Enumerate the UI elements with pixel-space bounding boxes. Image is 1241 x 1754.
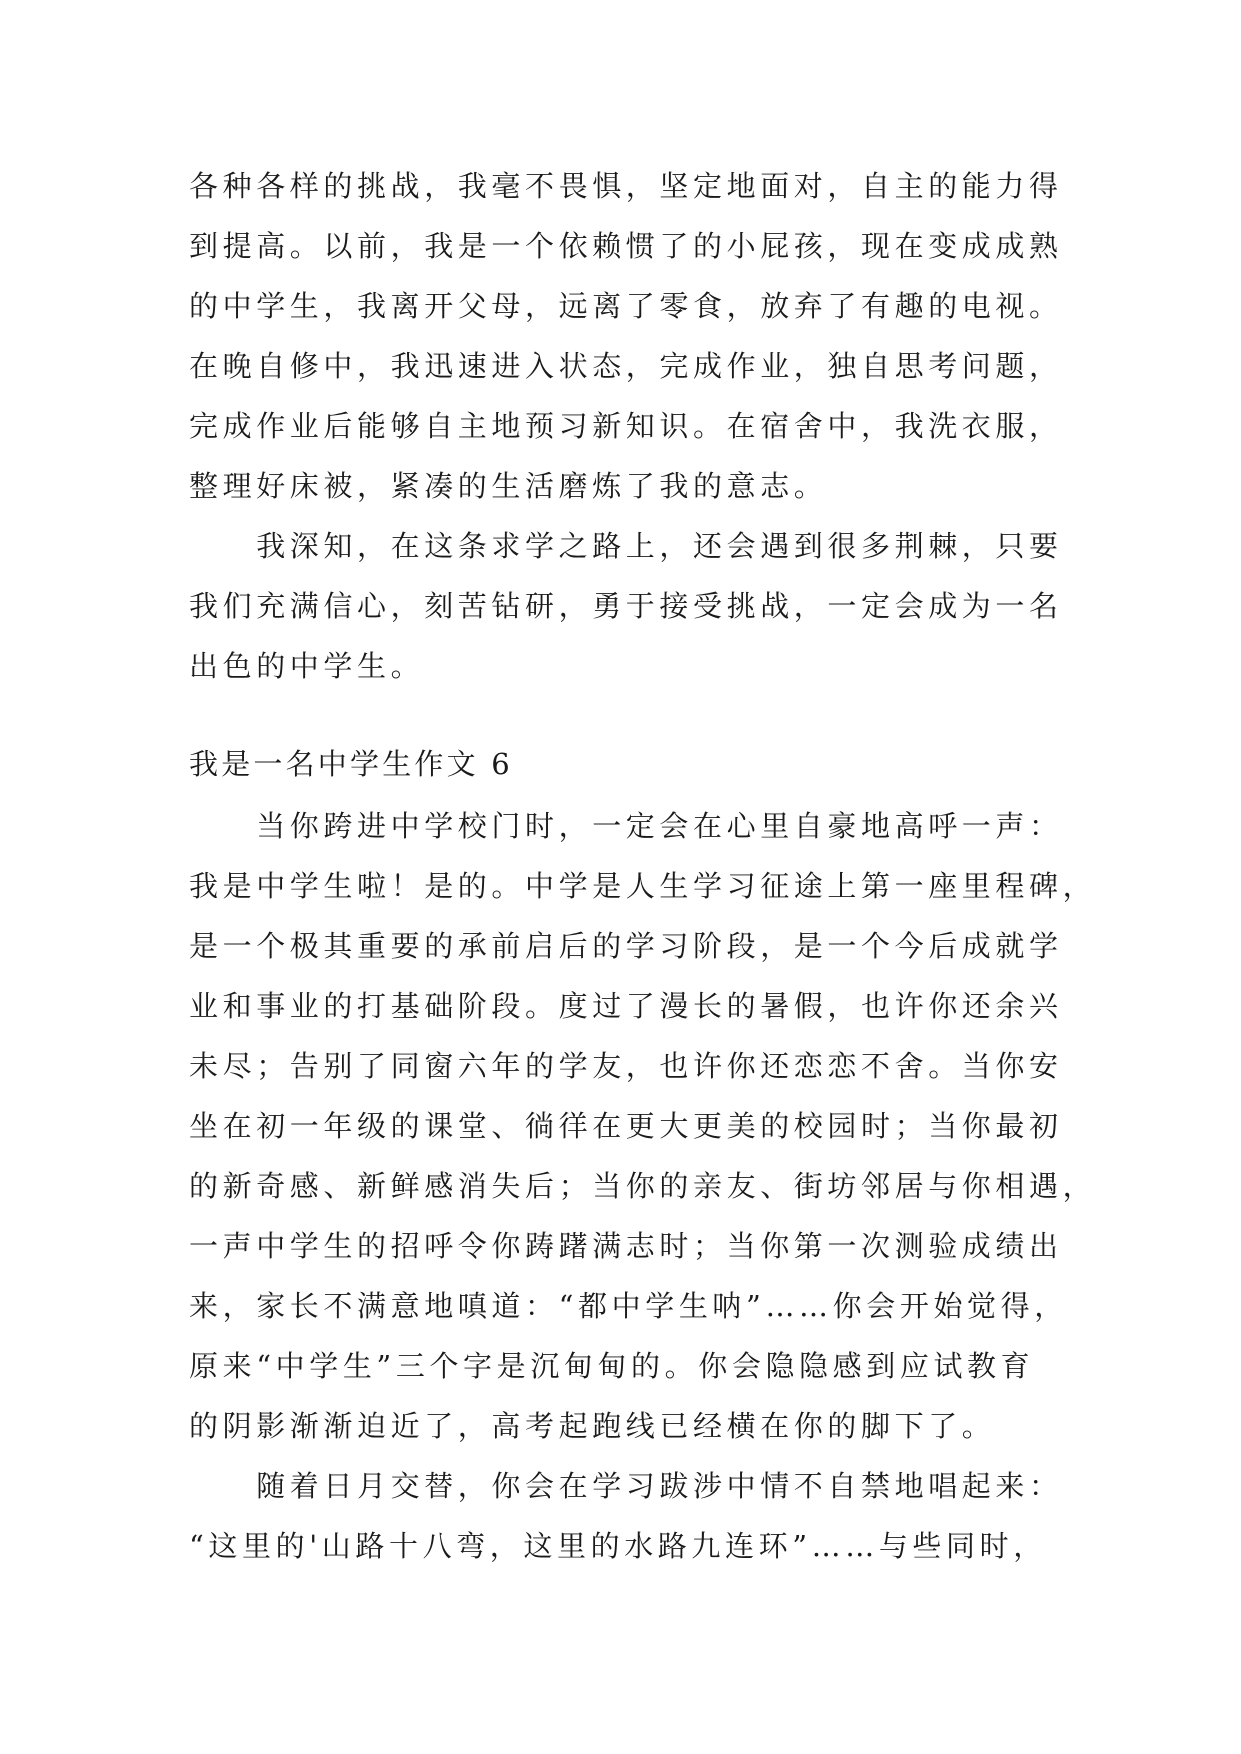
paragraph-line: 原来“中学生”三个字是沉甸甸的。你会隐隐感到应试教育	[189, 1349, 1035, 1383]
paragraph-line: 未尽；告别了同窗六年的学友，也许你还恋恋不舍。当你安	[189, 1049, 1063, 1083]
essay-heading: 我是一名中学生作文 6	[189, 747, 513, 781]
paragraph-line: 各种各样的挑战，我毫不畏惧，坚定地面对，自主的能力得	[189, 169, 1063, 203]
paragraph-line: 在晚自修中，我迅速进入状态，完成作业，独自思考问题，	[189, 349, 1063, 383]
paragraph-line: “这里的'山路十八弯，这里的水路九连环”……与些同时，	[189, 1529, 1047, 1563]
paragraph-line: 是一个极其重要的承前启后的学习阶段，是一个今后成就学	[189, 929, 1063, 963]
paragraph-line: 我是中学生啦！是的。中学是人生学习征途上第一座里程碑，	[189, 869, 1097, 903]
paragraph-line: 到提高。以前，我是一个依赖惯了的小屁孩，现在变成成熟	[189, 229, 1063, 263]
paragraph-line: 的中学生，我离开父母，远离了零食，放弃了有趣的电视。	[189, 289, 1063, 323]
paragraph-line: 完成作业后能够自主地预习新知识。在宿舍中，我洗衣服，	[189, 409, 1063, 443]
paragraph-line: 业和事业的打基础阶段。度过了漫长的暑假，也许你还余兴	[189, 989, 1063, 1023]
paragraph-line: 的新奇感、新鲜感消失后；当你的亲友、街坊邻居与你相遇，	[189, 1169, 1097, 1203]
paragraph-line: 的阴影渐渐迫近了，高考起跑线已经横在你的脚下了。	[189, 1409, 996, 1443]
paragraph-line: 坐在初一年级的课堂、徜徉在更大更美的校园时；当你最初	[189, 1109, 1063, 1143]
paragraph-line: 我深知，在这条求学之路上，还会遇到很多荆棘，只要	[189, 529, 1063, 563]
paragraph-line: 一声中学生的招呼令你踌躇满志时；当你第一次测验成绩出	[189, 1229, 1063, 1263]
paragraph-line: 我们充满信心，刻苦钻研，勇于接受挑战，一定会成为一名	[189, 589, 1063, 623]
paragraph-line: 出色的中学生。	[189, 649, 425, 683]
paragraph-line: 随着日月交替，你会在学习跋涉中情不自禁地唱起来：	[189, 1469, 1063, 1503]
paragraph-line: 来，家长不满意地嗔道：“都中学生呐”……你会开始觉得，	[189, 1289, 1068, 1323]
paragraph-line: 整理好床被，紧凑的生活磨炼了我的意志。	[189, 469, 828, 503]
paragraph-line: 当你跨进中学校门时，一定会在心里自豪地高呼一声：	[189, 809, 1063, 843]
